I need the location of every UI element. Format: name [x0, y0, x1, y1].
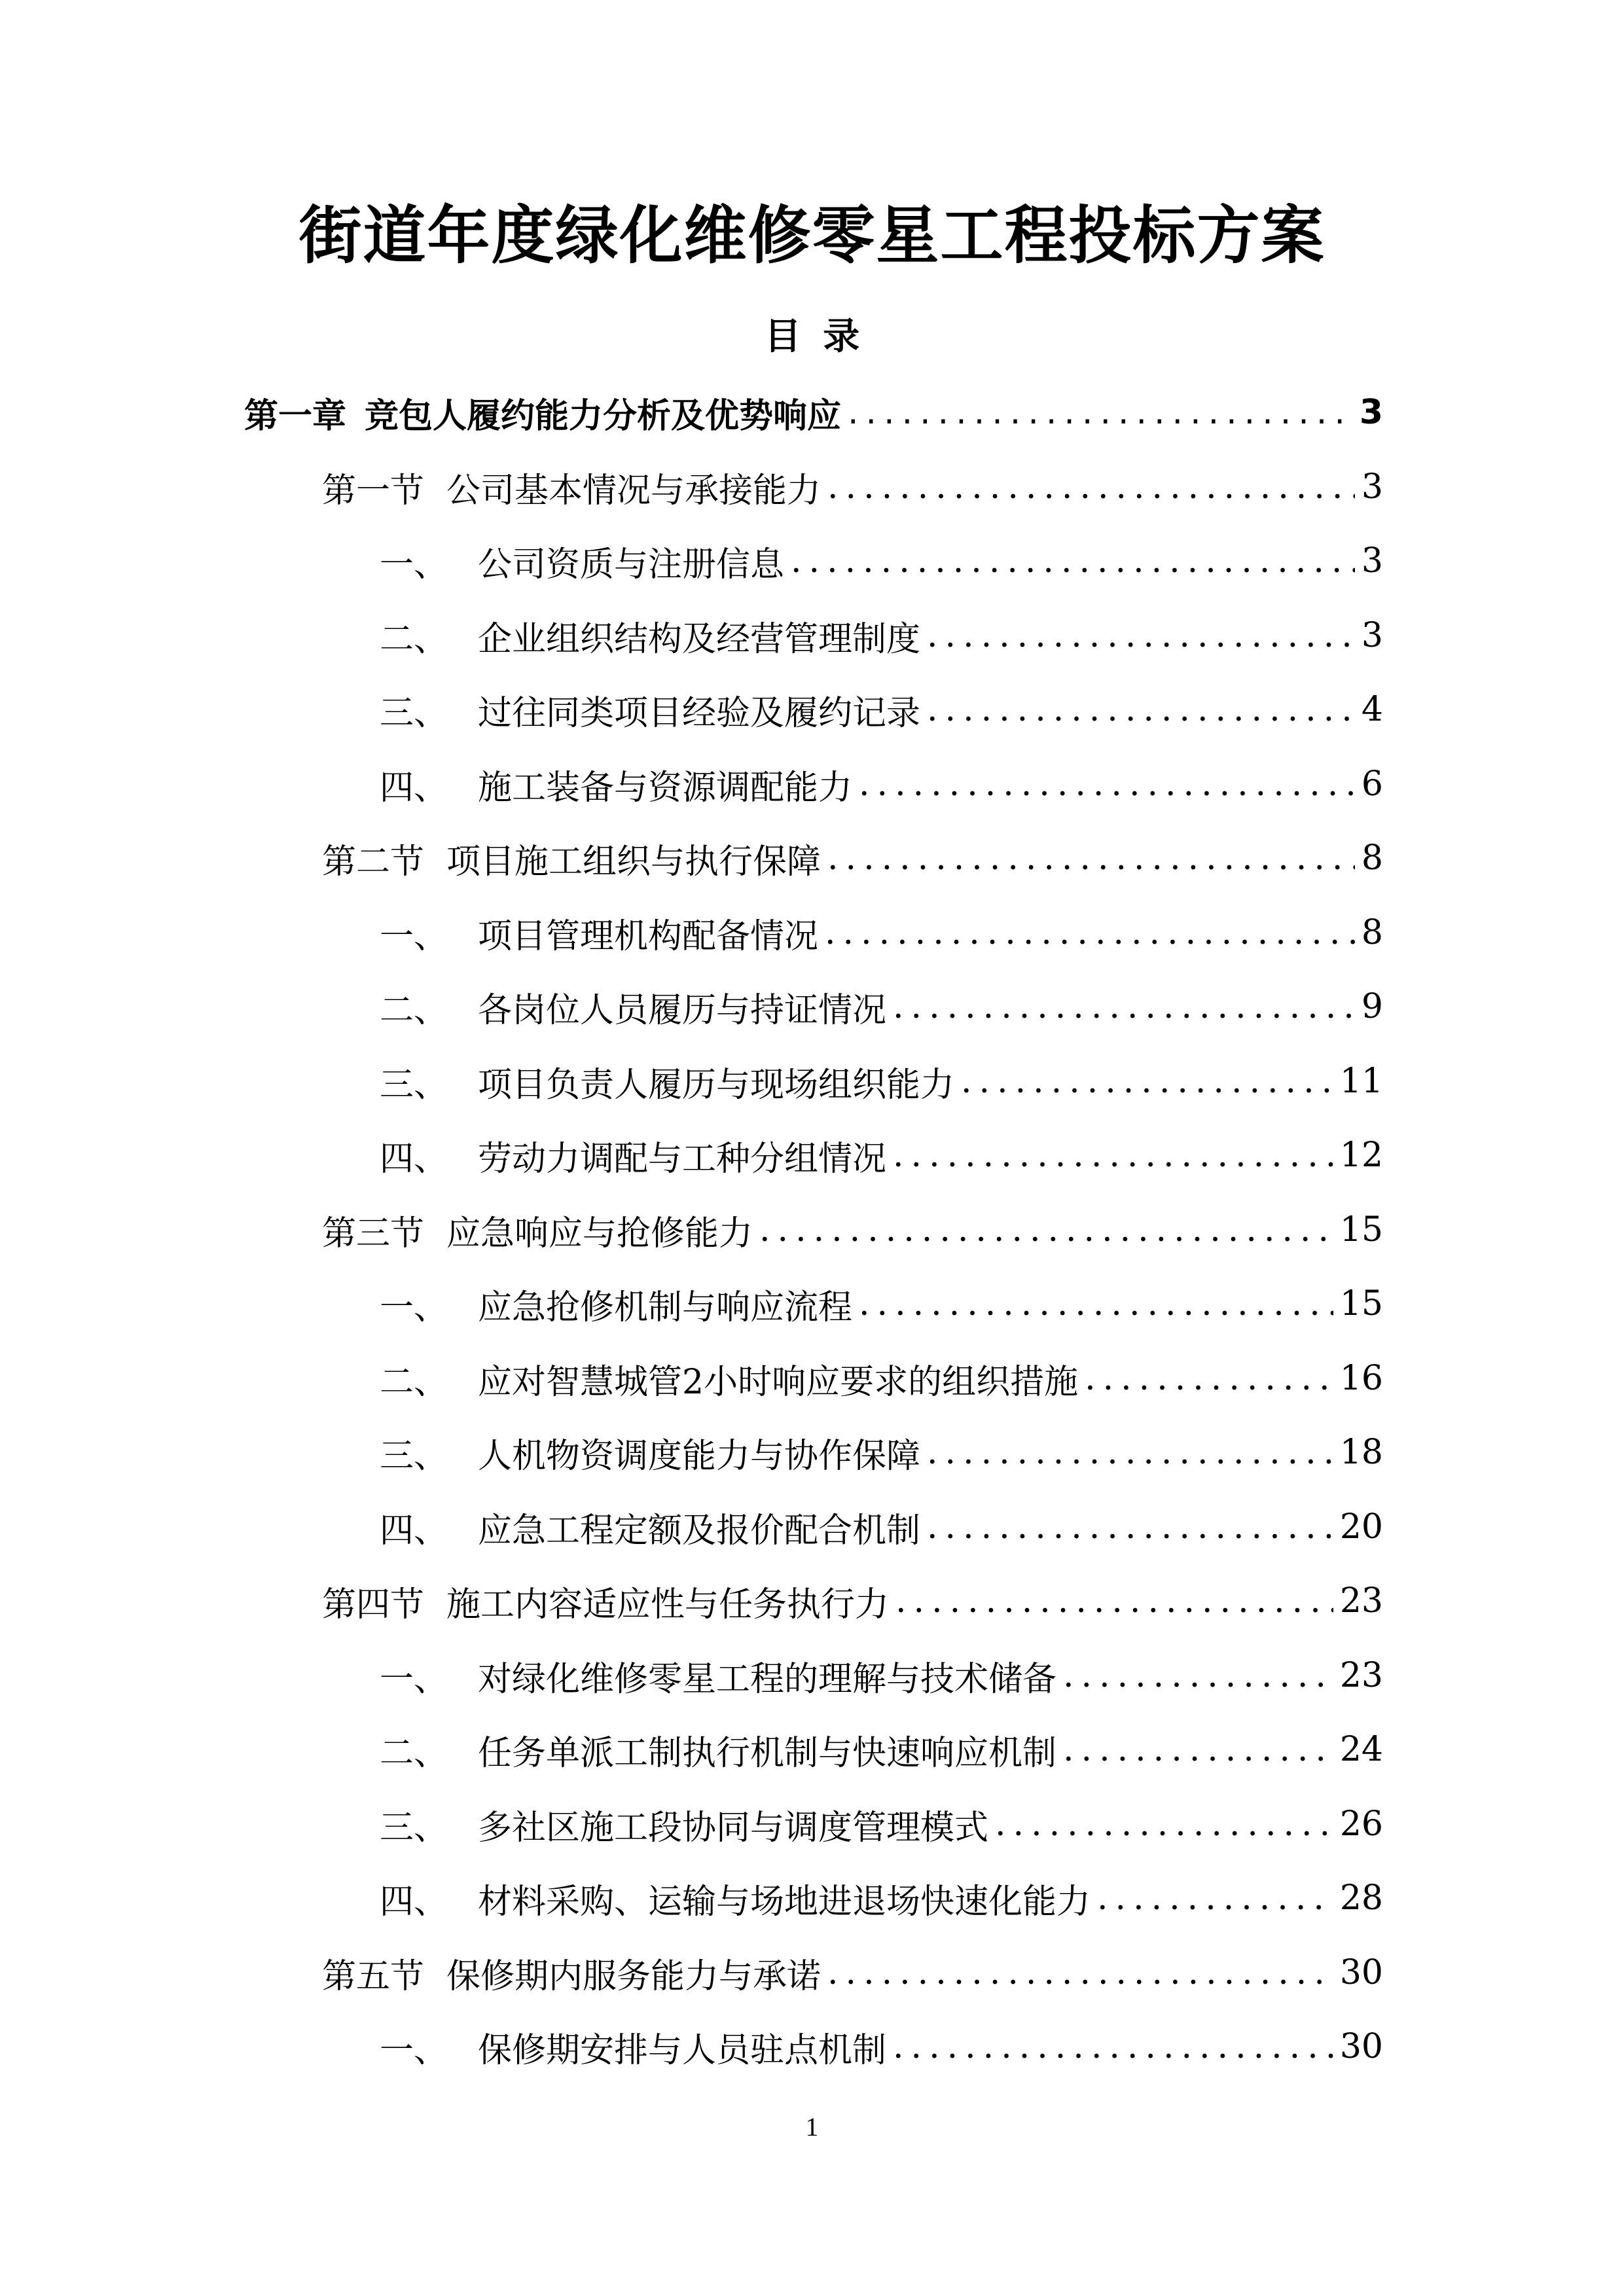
toc-entry-label: 过往同类项目经验及履约记录 — [478, 693, 921, 733]
toc-entry-item[interactable] — [380, 751, 1383, 817]
toc-entry-item[interactable] — [380, 1791, 1383, 1857]
toc-entry-page: 26 — [1339, 1804, 1383, 1844]
toc-entry-number: 三、 — [380, 1436, 448, 1476]
toc-entry-page: 18 — [1339, 1433, 1383, 1472]
toc-entry-page: 24 — [1339, 1730, 1383, 1769]
toc-entry-page: 11 — [1339, 1062, 1383, 1101]
toc-entry-label: 保修期内服务能力与承诺 — [446, 1956, 821, 1996]
toc-entry-number: 一、 — [380, 1659, 448, 1699]
toc-entry-item[interactable] — [380, 1865, 1383, 1931]
toc-entry-page: 8 — [1361, 913, 1383, 952]
toc-entry-label: 劳动力调配与工种分组情况 — [478, 1139, 887, 1179]
toc-entry-page: 3 — [1359, 393, 1383, 432]
toc-leader-dots — [920, 616, 1355, 655]
toc-entry-number: 第五节 — [322, 1956, 425, 1996]
toc-entry-item[interactable] — [380, 677, 1383, 742]
document-title: 街道年度绿化维修零星工程投标方案 — [298, 199, 1326, 272]
toc-entry-number: 三、 — [380, 693, 448, 733]
toc-entry-section[interactable] — [322, 454, 1383, 520]
toc-entry-label: 材料采购、运输与场地进退场快速化能力 — [478, 1882, 1091, 1922]
toc-entry-label: 施工装备与资源调配能力 — [478, 768, 853, 808]
toc-entry-label: 保修期安排与人员驻点机制 — [478, 2030, 887, 2070]
page-number: 1 — [805, 2112, 819, 2142]
toc-entry-item[interactable] — [380, 974, 1383, 1039]
toc-entry-label: 企业组织结构及经营管理制度 — [478, 619, 921, 659]
toc-entry-number: 四、 — [380, 1139, 448, 1179]
toc-entry-item[interactable] — [380, 1643, 1383, 1708]
toc-entry-label: 应急抢修机制与响应流程 — [478, 1287, 853, 1327]
toc-entry-number: 二、 — [380, 990, 448, 1030]
toc-leader-dots — [889, 1581, 1333, 1621]
toc-entry-number: 三、 — [380, 1065, 448, 1105]
toc-entry-item[interactable] — [380, 2014, 1383, 2079]
toc-leader-dots — [821, 838, 1355, 878]
toc-entry-number: 第四节 — [322, 1585, 425, 1624]
toc-entry-page: 3 — [1361, 616, 1383, 655]
toc-entry-item[interactable] — [380, 900, 1383, 965]
toc-entry-label: 公司资质与注册信息 — [478, 545, 785, 584]
toc-leader-dots — [886, 987, 1355, 1026]
toc-entry-item[interactable] — [380, 1717, 1383, 1782]
toc-entry-number: 四、 — [380, 1511, 448, 1551]
toc-entry-page: 15 — [1339, 1210, 1383, 1249]
toc-entry-number: 二、 — [380, 619, 448, 659]
toc-entry-item[interactable] — [380, 1420, 1383, 1485]
toc-entry-label: 项目管理机构配备情况 — [478, 916, 819, 956]
toc-entry-page: 16 — [1339, 1359, 1383, 1398]
toc-entry-number: 一、 — [380, 916, 448, 956]
toc-entry-number: 第一节 — [322, 471, 425, 511]
toc-entry-section[interactable] — [322, 1940, 1383, 2005]
toc-entry-item[interactable] — [380, 1122, 1383, 1188]
toc-entry-label: 任务单派工制执行机制与快速响应机制 — [478, 1733, 1057, 1773]
toc-entry-number: 第三节 — [322, 1213, 425, 1253]
toc-entry-page: 23 — [1339, 1656, 1383, 1695]
toc-entry-label: 人机物资调度能力与协作保障 — [478, 1436, 921, 1476]
toc-entry-section[interactable] — [322, 1197, 1383, 1263]
toc-entry-label: 项目负责人履历与现场组织能力 — [478, 1065, 955, 1105]
toc-entry-label: 应急响应与抢修能力 — [446, 1213, 753, 1253]
toc-entry-page: 8 — [1361, 838, 1383, 878]
toc-entry-item[interactable] — [380, 1346, 1383, 1411]
toc-entry-item[interactable] — [380, 1494, 1383, 1560]
toc-leader-dots — [920, 690, 1355, 729]
toc-entry-page: 20 — [1339, 1507, 1383, 1547]
toc-leader-dots — [954, 1062, 1333, 1101]
toc-leader-dots — [852, 1284, 1333, 1323]
toc-entry-label: 竞包人履约能力分析及优势响应 — [365, 396, 842, 436]
toc-entry-number: 三、 — [380, 1808, 448, 1848]
toc-leader-dots — [784, 541, 1355, 581]
toc-leader-dots — [821, 1953, 1333, 1992]
toc-entry-number: 四、 — [380, 768, 448, 808]
toc-entry-chapter[interactable] — [244, 380, 1383, 445]
toc-entry-number: 四、 — [380, 1882, 448, 1922]
toc-leader-dots — [1056, 1656, 1333, 1695]
toc-entry-page: 28 — [1339, 1878, 1383, 1918]
toc-leader-dots — [920, 1507, 1333, 1547]
toc-entry-number: 二、 — [380, 1362, 448, 1402]
toc-entry-page: 23 — [1339, 1581, 1383, 1621]
toc-entry-label: 项目施工组织与执行保障 — [446, 842, 821, 882]
toc-leader-dots — [1056, 1730, 1333, 1769]
toc-entry-label: 应急工程定额及报价配合机制 — [478, 1511, 921, 1551]
toc-leader-dots — [852, 764, 1355, 804]
toc-leader-dots — [821, 467, 1355, 507]
toc-entry-number: 一、 — [380, 2030, 448, 2070]
toc-entry-label: 应对智慧城管2小时响应要求的组织措施 — [478, 1362, 1079, 1402]
toc-leader-dots — [818, 913, 1355, 952]
toc-leader-dots — [886, 1136, 1333, 1175]
toc-heading: 目 录 — [764, 315, 860, 358]
toc-entry-number: 第一章 — [244, 396, 347, 436]
toc-entry-number: 第二节 — [322, 842, 425, 882]
toc-entry-label: 多社区施工段协同与调度管理模式 — [478, 1808, 989, 1848]
toc-entry-page: 12 — [1339, 1136, 1383, 1175]
toc-entry-number: 一、 — [380, 1287, 448, 1327]
toc-entry-label: 施工内容适应性与任务执行力 — [446, 1585, 890, 1624]
toc-leader-dots — [753, 1210, 1333, 1249]
toc-entry-item[interactable] — [380, 1271, 1383, 1336]
toc-entry-item[interactable] — [380, 1049, 1383, 1114]
toc-entry-page: 9 — [1361, 987, 1383, 1026]
toc-entry-page: 4 — [1361, 690, 1383, 729]
toc-entry-page: 30 — [1339, 1953, 1383, 1992]
toc-leader-dots — [988, 1804, 1333, 1844]
toc-leader-dots — [841, 393, 1353, 432]
toc-leader-dots — [920, 1433, 1333, 1472]
toc-entry-label: 对绿化维修零星工程的理解与技术储备 — [478, 1659, 1057, 1699]
toc-entry-page: 6 — [1361, 764, 1383, 804]
toc-leader-dots — [886, 2027, 1333, 2066]
toc-entry-section[interactable] — [322, 1568, 1383, 1634]
toc-entry-page: 3 — [1361, 541, 1383, 581]
toc-leader-dots — [1091, 1878, 1333, 1918]
toc-entry-item[interactable] — [380, 528, 1383, 594]
toc-entry-page: 30 — [1339, 2027, 1383, 2066]
toc-entry-number: 二、 — [380, 1733, 448, 1773]
toc-entry-page: 3 — [1361, 467, 1383, 507]
toc-entry-section[interactable] — [322, 825, 1383, 891]
toc-entry-label: 各岗位人员履历与持证情况 — [478, 990, 887, 1030]
toc-entry-number: 一、 — [380, 545, 448, 584]
toc-leader-dots — [1078, 1359, 1333, 1398]
toc-entry-page: 15 — [1339, 1284, 1383, 1323]
toc-entry-item[interactable] — [380, 603, 1383, 668]
toc-entry-label: 公司基本情况与承接能力 — [446, 471, 821, 511]
